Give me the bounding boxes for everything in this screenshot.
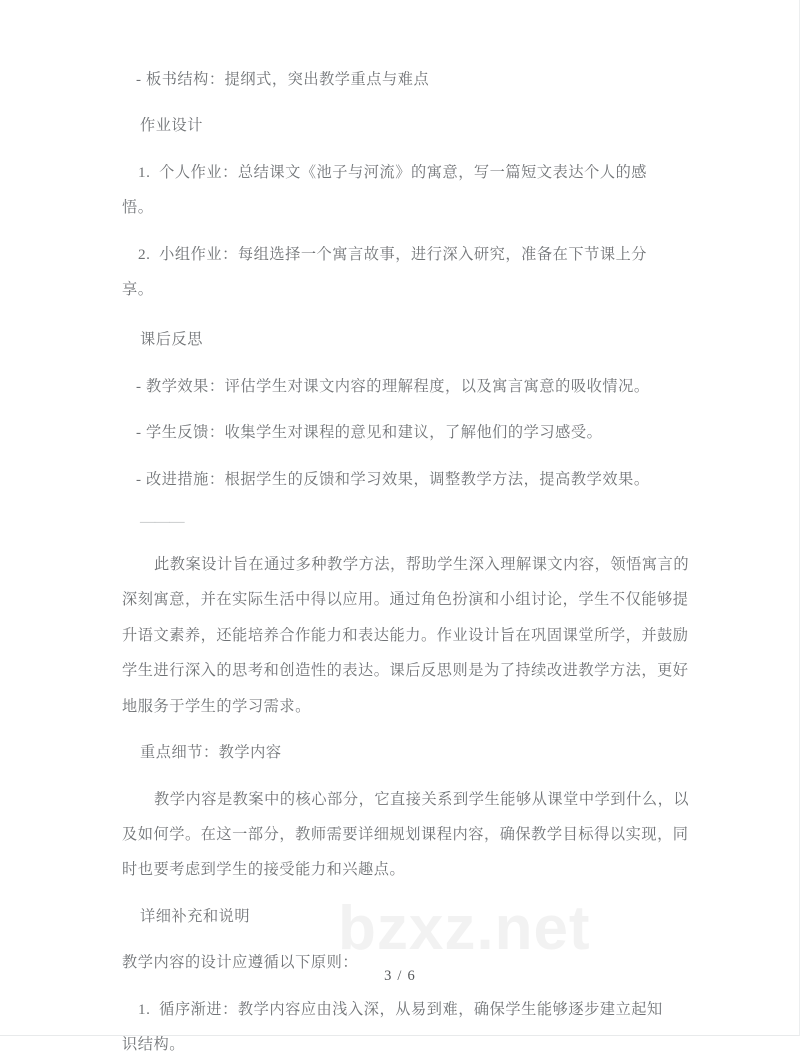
paragraph-spacer bbox=[122, 307, 690, 322]
text-line: - 教学效果：评估学生对课文内容的理解程度，以及寓言寓意的吸收情况。 bbox=[136, 377, 650, 395]
text-line: 识结构。 bbox=[122, 1035, 185, 1053]
text-line: 教学内容的设计应遵循以下原则： bbox=[122, 954, 359, 972]
section-heading-key-detail: 重点细节：教学内容 bbox=[140, 744, 282, 762]
paragraph-spacer bbox=[122, 536, 690, 547]
page-number: 3 / 6 bbox=[384, 968, 416, 984]
horizontal-rule-dashes: ——— bbox=[140, 513, 185, 531]
text-line: 及如何学。在这一部分，教师需要详细规划课程内容，确保教学目标得以实现，同 bbox=[122, 825, 689, 843]
text-line: 深刻寓意，并在实际生活中得以应用。通过角色扮演和小组讨论，学生不仅能够提 bbox=[122, 591, 689, 609]
text-line: 此教案设计旨在通过多种教学方法，帮助学生深入理解课文内容，领悟寓言的 bbox=[154, 556, 690, 574]
paragraph-spacer bbox=[122, 144, 690, 155]
text-line: - 板书结构：提纲式，突出教学重点与难点 bbox=[136, 71, 430, 88]
paragraph-spacer bbox=[122, 451, 690, 462]
text-line: 1. 个人作业：总结课文《池子与河流》的寓意，写一篇短文表达个人的感 bbox=[138, 163, 648, 181]
text-line: - 学生反馈：收集学生对课程的意见和建议，了解他们的学习感受。 bbox=[136, 424, 603, 442]
section-heading-reflection: 课后反思 bbox=[140, 331, 203, 349]
paragraph-spacer bbox=[122, 771, 690, 782]
paragraph-spacer bbox=[122, 358, 690, 369]
text-line: 享。 bbox=[122, 281, 154, 299]
text-line: 升语文素养，还能培养合作能力和表达能力。作业设计旨在巩固课堂所学，并鼓励 bbox=[122, 626, 689, 644]
paragraph-spacer bbox=[122, 97, 690, 108]
section-heading-homework: 作业设计 bbox=[140, 117, 203, 135]
paragraph-spacer bbox=[122, 934, 690, 945]
watermark: bzxz.net bbox=[338, 894, 591, 963]
document-text-body bbox=[122, 62, 690, 1062]
paragraph-spacer bbox=[122, 404, 690, 415]
paragraph-spacer bbox=[122, 888, 690, 899]
text-line: 地服务于学生的学习需求。 bbox=[122, 697, 311, 715]
text-line: 学生进行深入的思考和创造性的表达。课后反思则是为了持续改进教学方法，更好 bbox=[122, 662, 689, 680]
section-heading-supplement: 详细补充和说明 bbox=[140, 907, 251, 925]
text-line: 2. 小组作业：每组选择一个寓言故事，进行深入研究，准备在下节课上分 bbox=[138, 245, 648, 263]
text-line: - 改进措施：根据学生的反馈和学习效果，调整教学方法，提高教学效果。 bbox=[136, 470, 650, 488]
paragraph-spacer bbox=[122, 724, 690, 735]
text-line: 教学内容是教案中的核心部分，它直接关系到学生能够从课堂中学到什么，以 bbox=[154, 790, 690, 808]
text-line: 1. 循序渐进：教学内容应由浅入深，从易到难，确保学生能够逐步建立起知 bbox=[138, 1000, 663, 1018]
paragraph-spacer bbox=[122, 226, 690, 237]
paragraph-spacer bbox=[122, 497, 690, 508]
text-line: 悟。 bbox=[122, 199, 154, 217]
text-line: 时也要考虑到学生的接受能力和兴趣点。 bbox=[122, 861, 406, 879]
